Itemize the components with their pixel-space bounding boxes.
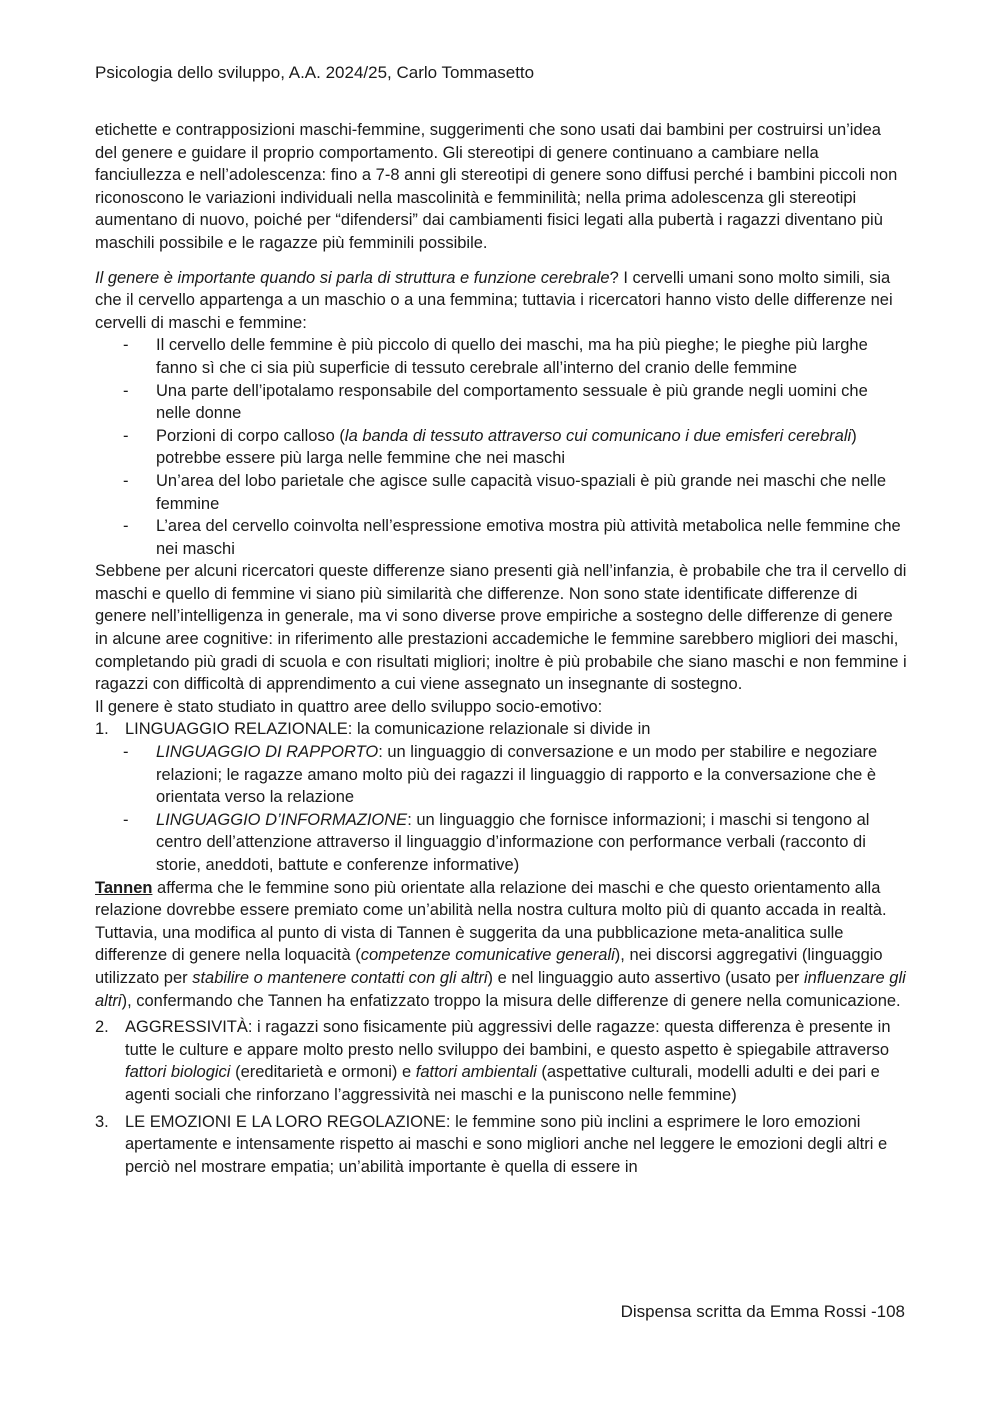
list-item-text: Porzioni di corpo calloso (: [156, 426, 345, 445]
list-number: 3.: [95, 1112, 109, 1131]
paragraph-areas-intro: Il genere è stato studiato in quattro aree dello sviluppo socio-emotivo:: [95, 697, 603, 716]
list-item-text: L’area del cervello coinvolta nell’espressione emotiva mostra più attività metabolica nelle femmine che nei maschi: [156, 517, 901, 558]
list-item-text: ) potrebbe essere più larga nelle femmine che nei maschi: [156, 426, 857, 468]
list-item-text: Il cervello delle femmine è più piccolo di quello dei maschi, ma ha più pieghe; le pieghe più larghe fanno sì che ci sia più superficie di tessuto cerebrale all’interno del cranio delle femmine: [156, 336, 868, 377]
list-item-text: : un linguaggio che fornisce informazioni; i maschi si tengono al centro dell’attenzione attraverso il linguaggio d’informazione con performance verbali (racconto di storie, aneddoti, battute e conferenze informative): [156, 810, 870, 874]
list-item: [95, 380, 907, 425]
area-text: LE EMOZIONI E LA LORO REGOLAZIONE: le femmine sono più inclini a esprimere le loro emozioni apertamente e intensamente rispetto ai maschi e sono migliori anche nel leggere le emozioni degli altri e perciò nel mostrare empatia; un’abilità importante è quella di essere in: [125, 1112, 888, 1176]
paragraph-similarities: Sebbene per alcuni ricercatori queste differenze siano presenti già nell’infanzia, è probabile che tra il cervello di maschi e quello di femmine vi siano più similarità che differenze. Non sono state identificate differenze di genere nell’intelligenza in generale, ma vi sono diverse prove empiriche a sostegno delle differenze di genere in alcune aree cognitive: in riferimento alle prestazioni accademiche le femmine sarebbero migliori dei maschi, completando più gradi di scuola e con risultati migliori; inoltre è più probabile che siano maschi e non femmine i ragazzi con difficoltà di apprendimento a cui viene assegnato un insegnante di sostegno.: [95, 562, 907, 694]
tannen-text: afferma che le femmine sono più orientate alla relazione dei maschi e che questo orientamento alla relazione dovrebbe essere premiato come un’abilità nella nostra cultura molto più di quanto accada in realtà. Tuttavia, una modifica al punto di vista di Tannen è suggerita da una pubblicazione meta-analitica sulle differenze di genere nella loquacità (: [95, 878, 887, 965]
list-item-text: : un linguaggio di conversazione e un modo per stabilire e negoziare relazioni; le ragazze amano molto più dei ragazzi il linguaggio di rapporto e la conversazione che è orientata verso la relazione: [156, 743, 878, 807]
list-item-text: Un’area del lobo parietale che agisce sulle capacità visuo-spaziali è più grande nei maschi che nelle femmine: [156, 471, 887, 513]
list-item: [95, 470, 907, 515]
term-rapport: LINGUAGGIO DI RAPPORTO: [156, 743, 379, 762]
page-header: Psicologia dello sviluppo, A.A. 2024/25, Carlo Tommasetto: [95, 63, 535, 82]
brain-question: Il genere è importante quando si parla di struttura e funzione cerebrale: [95, 268, 610, 287]
dash-marker: -: [123, 517, 129, 536]
brain-differences-list: [95, 334, 907, 560]
list-item: [125, 809, 907, 877]
dash-marker: -: [123, 743, 129, 762]
list-item-emphasis: la banda di tessuto attraverso cui comunicano i due emisferi cerebrali: [344, 426, 852, 445]
brain-intro-text: ? I cervelli umani sono molto simili, sia che il cervello appartenga a un maschio o a una femmina; tuttavia i ricercatori hanno visto delle differenze nei cervelli di maschi e femmine:: [95, 268, 893, 332]
area-text: LINGUAGGIO RELAZIONALE: la comunicazione relazionale si divide in: [125, 720, 651, 739]
emphasis: stabilire o mantenere contatti con gli altri: [192, 968, 488, 987]
area-text: (aspettative culturali, modelli adulti e dei pari e agenti sociali che rinforzano l’aggressività nei maschi e la puniscono nelle femmine): [125, 1063, 880, 1104]
list-item: [125, 741, 907, 809]
term-information: LINGUAGGIO D’INFORMAZIONE: [156, 810, 408, 829]
list-item-text: Una parte dell’ipotalamo responsabile del comportamento sessuale è più grande negli uomini che nelle donne: [156, 381, 868, 423]
area-text: (ereditarietà e ormoni) e: [230, 1063, 416, 1082]
dash-marker: -: [123, 381, 129, 400]
list-item: [95, 515, 907, 560]
tannen-text: ), nei discorsi aggregativi (linguaggio utilizzato per: [95, 946, 883, 987]
emphasis: influenzare gli altri: [95, 968, 906, 1010]
author-name: Tannen: [95, 878, 153, 897]
dash-marker: -: [123, 810, 129, 829]
socio-emotional-areas-list: [95, 718, 907, 876]
relational-language-sublist: [125, 741, 907, 877]
dash-marker: -: [123, 336, 129, 355]
emphasis: fattori biologici: [125, 1063, 231, 1082]
dash-marker: -: [123, 471, 129, 490]
area-aggressiveness: [95, 1016, 907, 1106]
list-number: 1.: [95, 720, 109, 739]
area-text: AGGRESSIVITÀ: i ragazzi sono fisicamente più aggressivi delle ragazze: questa differenza è presente in tutte le culture e appare molto presto nello sviluppo dei bambini, e questo aspetto è spiegabile attraverso: [125, 1018, 891, 1059]
emphasis: competenze comunicative generali: [360, 946, 615, 965]
socio-emotional-areas-list-cont: [95, 1016, 907, 1178]
tannen-text: ) e nel linguaggio auto assertivo (usato per: [487, 968, 804, 987]
area-relational-language: [95, 718, 907, 876]
paragraph-tannen: [95, 877, 907, 1013]
area-emotions: [95, 1111, 907, 1179]
tannen-text: ), confermando che Tannen ha enfatizzato troppo la misura delle differenze di genere nella comunicazione.: [121, 991, 901, 1010]
page-body: [95, 119, 907, 1178]
paragraph-stereotypes: etichette e contrapposizioni maschi-femmine, suggerimenti che sono usati dai bambini per costruirsi un’idea del genere e guidare il proprio comportamento. Gli stereotipi di genere continuano a cambiare nella fanciullezza e nell’adolescenza: fino a 7-8 anni gli stereotipi di genere sono diffusi perché i bambini piccoli non riconoscono le variazioni individuali nella mascolinità e femminilità; nella prima adolescenza gli stereotipi aumentano di nuovo, poiché per “difendersi” dai cambiamenti fisici legati alla pubertà i ragazzi diventano più maschili possibile e le ragazze più femminili possibile.: [95, 121, 898, 252]
list-item: [95, 425, 907, 470]
emphasis: fattori ambientali: [415, 1063, 537, 1082]
list-item: [95, 334, 907, 379]
page-footer: Dispensa scritta da Emma Rossi -108: [620, 1302, 905, 1321]
dash-marker: -: [123, 426, 129, 445]
paragraph-brain-intro: [95, 267, 907, 335]
list-number: 2.: [95, 1018, 109, 1037]
